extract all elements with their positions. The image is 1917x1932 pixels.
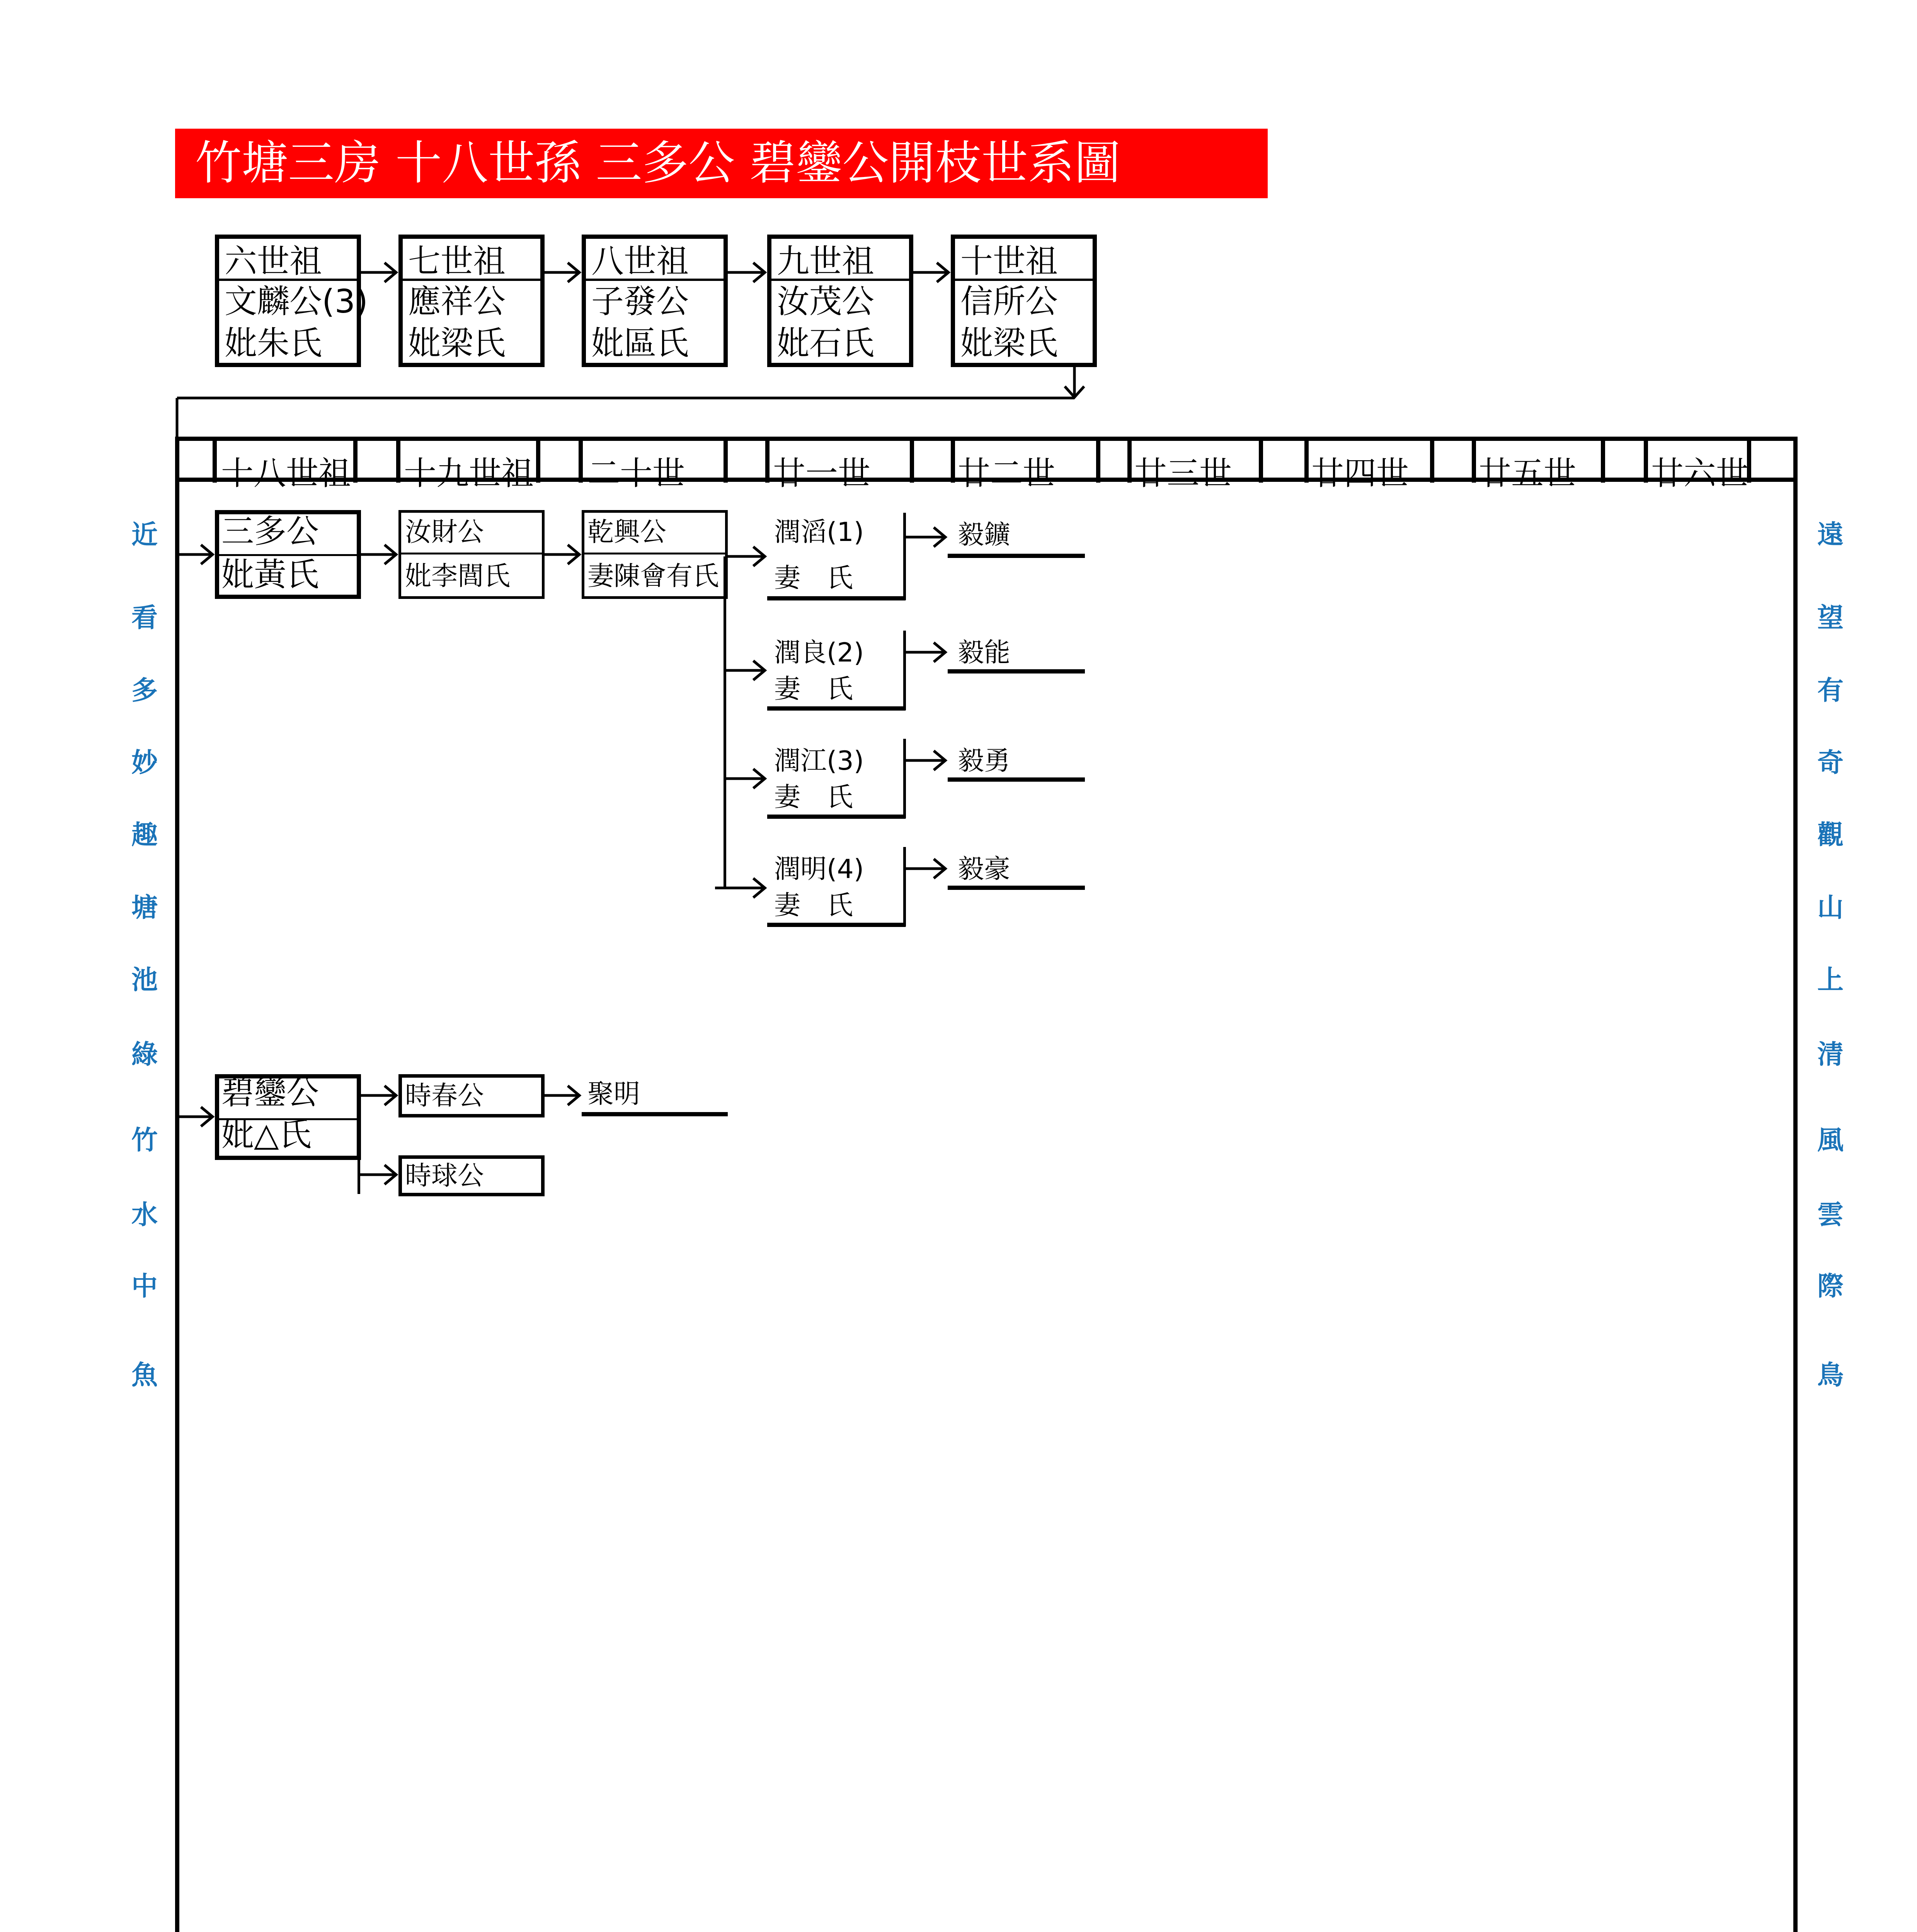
person-wife: 妻陳會有氏	[587, 561, 719, 592]
person-name: 時球公	[405, 1161, 484, 1191]
ancestor-wife: 妣石氏	[777, 324, 875, 362]
ancestor-name: 信所公	[960, 282, 1058, 320]
left-verse-char: 近	[131, 520, 158, 550]
ancestor-wife: 妣梁氏	[960, 324, 1058, 362]
left-verse-char: 中	[131, 1271, 158, 1302]
ancestor-generation: 六世祖	[225, 242, 322, 280]
ancestor-name: 應祥公	[408, 282, 506, 320]
ancestor-generation: 八世祖	[591, 242, 689, 280]
person-wife: 妣黃氏	[221, 556, 319, 594]
person-wife: 妻 氏	[774, 890, 853, 921]
column-header-gen23: 廿三世	[1134, 454, 1232, 492]
column-header-gen21: 廿一世	[773, 454, 871, 492]
person-name: 潤江(3)	[774, 746, 864, 776]
left-verse-char: 趣	[131, 820, 158, 850]
right-verse-char: 風	[1817, 1125, 1844, 1156]
right-verse-char: 清	[1817, 1039, 1844, 1070]
left-verse-char: 多	[131, 675, 158, 706]
ancestor-wife: 妣區氏	[591, 324, 689, 362]
person-name: 毅豪	[958, 854, 1011, 884]
person-name: 潤滔(1)	[774, 517, 864, 548]
left-verse-char: 塘	[131, 893, 158, 923]
person-name: 潤明(4)	[774, 854, 864, 884]
right-verse-char: 望	[1817, 603, 1844, 633]
person-name: 潤良(2)	[774, 638, 864, 668]
person-name: 毅鑛	[958, 520, 1011, 550]
column-header-gen26: 廿六世	[1651, 454, 1749, 492]
column-header-gen20: 二十世	[587, 454, 685, 492]
column-header-gen19: 十九世祖	[404, 454, 534, 492]
right-verse-char: 奇	[1817, 748, 1844, 778]
right-verse-char: 觀	[1817, 820, 1844, 850]
person-name: 毅勇	[958, 746, 1011, 776]
person-name: 碧鑾公	[221, 1074, 319, 1112]
person-wife: 妻 氏	[774, 674, 853, 704]
ancestor-generation: 九世祖	[777, 242, 875, 280]
page-title: 竹塘三房 十八世孫 三多公 碧鑾公開枝世系圖	[195, 136, 1121, 190]
right-verse-char: 上	[1817, 965, 1844, 995]
right-verse-char: 有	[1817, 675, 1844, 706]
ancestor-name: 文麟公(3)	[225, 282, 368, 320]
person-name: 毅能	[958, 638, 1011, 668]
ancestor-wife: 妣梁氏	[408, 324, 506, 362]
column-header-gen18: 十八世祖	[221, 454, 351, 492]
left-verse-char: 妙	[131, 748, 158, 778]
person-name: 聚明	[587, 1079, 640, 1109]
column-header-gen24: 廿四世	[1311, 454, 1409, 492]
right-verse-char: 雲	[1817, 1200, 1844, 1230]
left-verse-char: 竹	[131, 1125, 158, 1156]
left-verse-char: 池	[131, 965, 158, 995]
column-header-gen25: 廿五世	[1479, 454, 1577, 492]
ancestor-generation: 七世祖	[408, 242, 506, 280]
right-verse-char: 鳥	[1817, 1360, 1844, 1391]
left-verse-char: 綠	[131, 1039, 158, 1070]
person-name: 汝財公	[405, 517, 484, 548]
person-name: 乾興公	[587, 517, 667, 548]
ancestor-name: 子發公	[591, 282, 689, 320]
person-name: 三多公	[221, 512, 319, 550]
right-verse-char: 遠	[1817, 520, 1844, 550]
person-wife: 妣△氏	[221, 1116, 312, 1153]
person-wife: 妣李閭氏	[405, 561, 511, 592]
person-wife: 妻 氏	[774, 782, 853, 813]
ancestor-generation: 十世祖	[960, 242, 1058, 280]
right-verse-char: 際	[1817, 1271, 1844, 1302]
ancestor-wife: 妣朱氏	[225, 324, 322, 362]
column-header-gen22: 廿二世	[958, 454, 1056, 492]
ancestor-name: 汝茂公	[777, 282, 875, 320]
person-name: 時春公	[405, 1081, 484, 1111]
person-wife: 妻 氏	[774, 563, 853, 594]
right-verse-char: 山	[1817, 893, 1844, 923]
left-verse-char: 看	[131, 603, 158, 633]
left-verse-char: 水	[131, 1200, 158, 1230]
left-verse-char: 魚	[131, 1360, 158, 1391]
